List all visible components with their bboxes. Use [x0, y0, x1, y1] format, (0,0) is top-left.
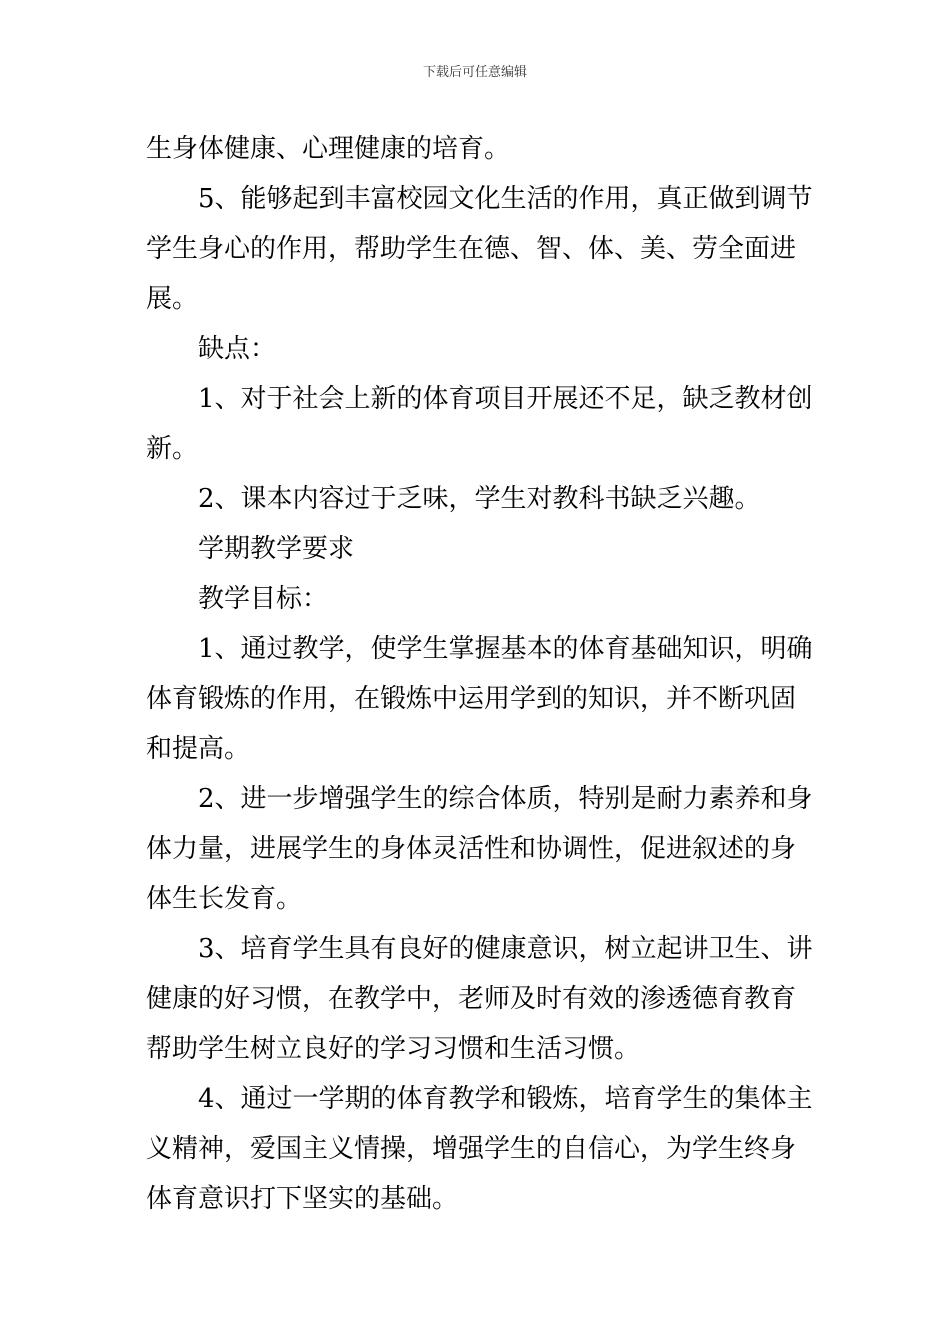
text-line: 新。 — [146, 434, 199, 464]
text-line: 学生身心的作用，帮助学生在德、智、体、美、劳全面进 — [146, 234, 797, 264]
document-body — [146, 124, 813, 1224]
text-line: 体育意识打下坚实的基础。 — [146, 1184, 459, 1214]
text-line: 和提高。 — [146, 734, 251, 764]
text-line: 2、进一步增强学生的综合体质，特别是耐力素养和身 — [198, 784, 813, 814]
text-line: 5、能够起到丰富校园文化生活的作用，真正做到调节 — [198, 184, 813, 214]
text-line: 1、对于社会上新的体育项目开展还不足，缺乏教材创 — [198, 384, 813, 414]
text-line: 2、课本内容过于乏味，学生对教科书缺乏兴趣。 — [198, 484, 761, 514]
text-line: 体生长发育。 — [146, 884, 303, 914]
text-line: 体力量，进展学生的身体灵活性和协调性，促进叙述的身 — [146, 834, 797, 864]
text-line: 展。 — [146, 284, 199, 314]
text-line: 义精神，爱国主义情操，增强学生的自信心，为学生终身 — [146, 1134, 797, 1164]
text-line: 体育锻炼的作用，在锻炼中运用学到的知识，并不断巩固 — [146, 684, 797, 714]
text-line: 健康的好习惯，在教学中，老师及时有效的渗透德育教育 — [146, 984, 797, 1014]
text-line: 4、通过一学期的体育教学和锻炼，培育学生的集体主 — [198, 1084, 813, 1114]
subsection-heading: 教学目标： — [198, 584, 329, 614]
section-heading: 学期教学要求 — [198, 534, 355, 564]
text-line: 生身体健康、心理健康的培育。 — [146, 134, 511, 164]
text-line: 1、通过教学，使学生掌握基本的体育基础知识，明确 — [198, 634, 813, 664]
text-line: 3、培育学生具有良好的健康意识，树立起讲卫生、讲 — [198, 934, 813, 964]
text-line: 帮助学生树立良好的学习习惯和生活习惯。 — [146, 1034, 641, 1064]
page-header: 下载后可任意编辑 — [422, 65, 527, 80]
text-line: 缺点： — [198, 334, 277, 364]
